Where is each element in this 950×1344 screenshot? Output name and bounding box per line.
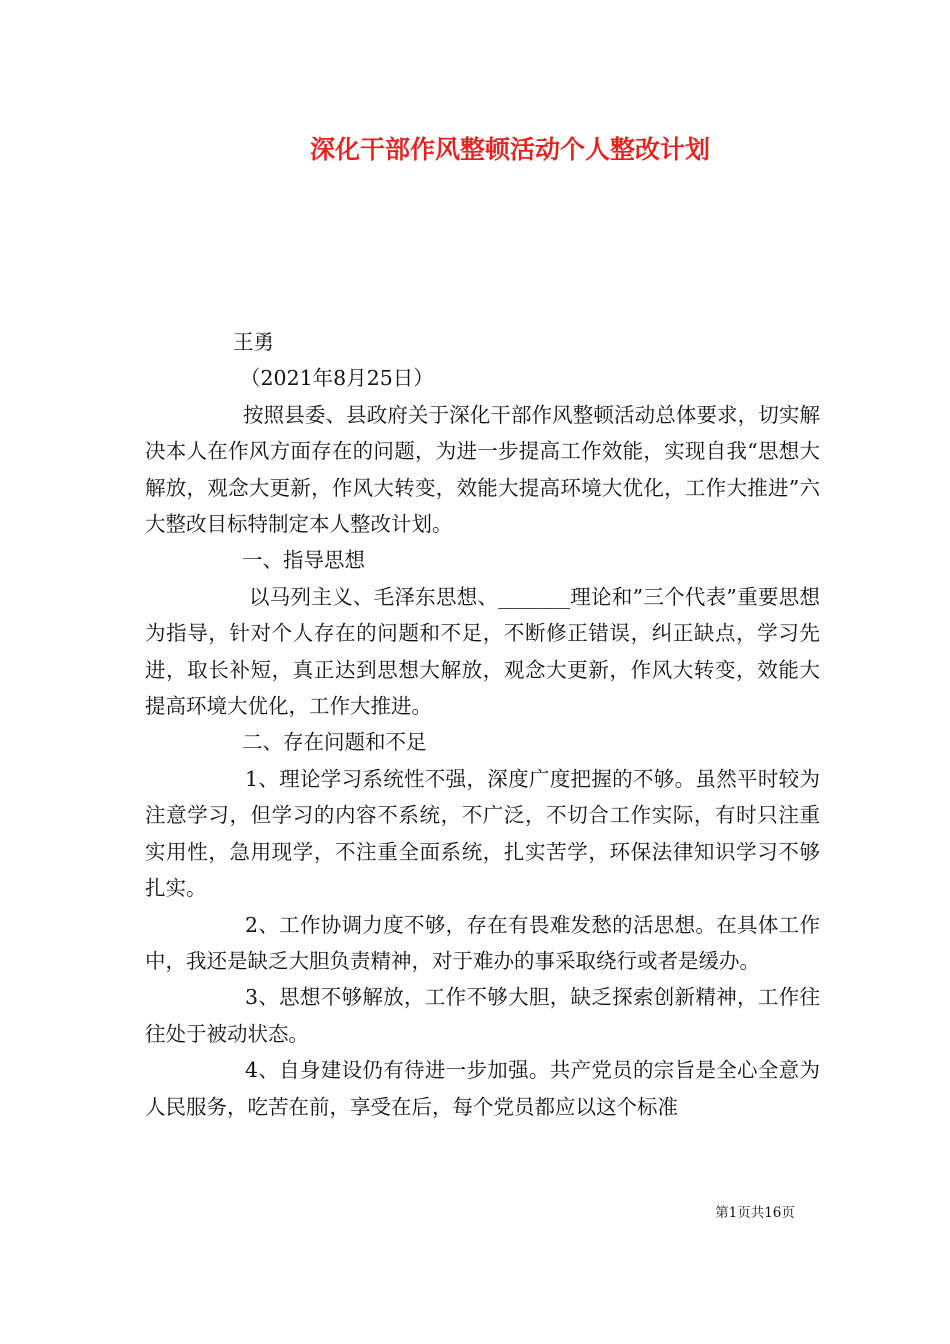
document-body	[145, 324, 820, 1125]
guiding-ideology-paragraph: 以马列主义、毛泽东思想、_______理论和”三个代表”重要思想为指导，针对个人存在的问题和不足，不断修正错误，纠正缺点，学习先进，取长补短，真正达到思想大解放，观念大更新，作风大转变，效能大提高环境大优化，工作大推进。	[145, 584, 820, 719]
page-number: 第1页共16页	[715, 1205, 795, 1221]
section-heading-problems: 二、存在问题和不足	[242, 730, 427, 755]
problem-item-1: 1、理论学习系统性不强，深度广度把握的不够。虽然平时较为注意学习，但学习的内容不系统，不广泛，不切合工作实际，有时只注重实用性，急用现学，不注重全面系统，扎实苦学，环保法律知识学习不够扎实。	[145, 766, 820, 901]
problem-item-4: 4、自身建设仍有待进一步加强。共产党员的宗旨是全心全意为人民服务，吃苦在前，享受在后，每个党员都应以这个标准	[145, 1058, 820, 1119]
document-date: （2021年8月25日）	[240, 366, 434, 391]
problem-item-2: 2、工作协调力度不够，存在有畏难发愁的活思想。在具体工作中，我还是缺乏大胆负责精神，对于难办的事采取绕行或者是缓办。	[145, 912, 820, 973]
author-name: 王勇	[233, 330, 274, 354]
intro-paragraph: 按照县委、县政府关于深化干部作风整顿活动总体要求，切实解决本人在作风方面存在的问题，为进一步提高工作效能，实现自我“思想大解放，观念大更新，作风大转变，效能大提高环境大优化，工作大推进”六大整改目标特制定本人整改计划。	[145, 402, 820, 537]
document-title: 深化干部作风整顿活动个人整改计划	[309, 135, 710, 164]
problem-item-3: 3、思想不够解放，工作不够大胆，缺乏探索创新精神，工作往往处于被动状态。	[145, 985, 820, 1046]
section-heading-guiding-ideology: 一、指导思想	[242, 548, 365, 573]
